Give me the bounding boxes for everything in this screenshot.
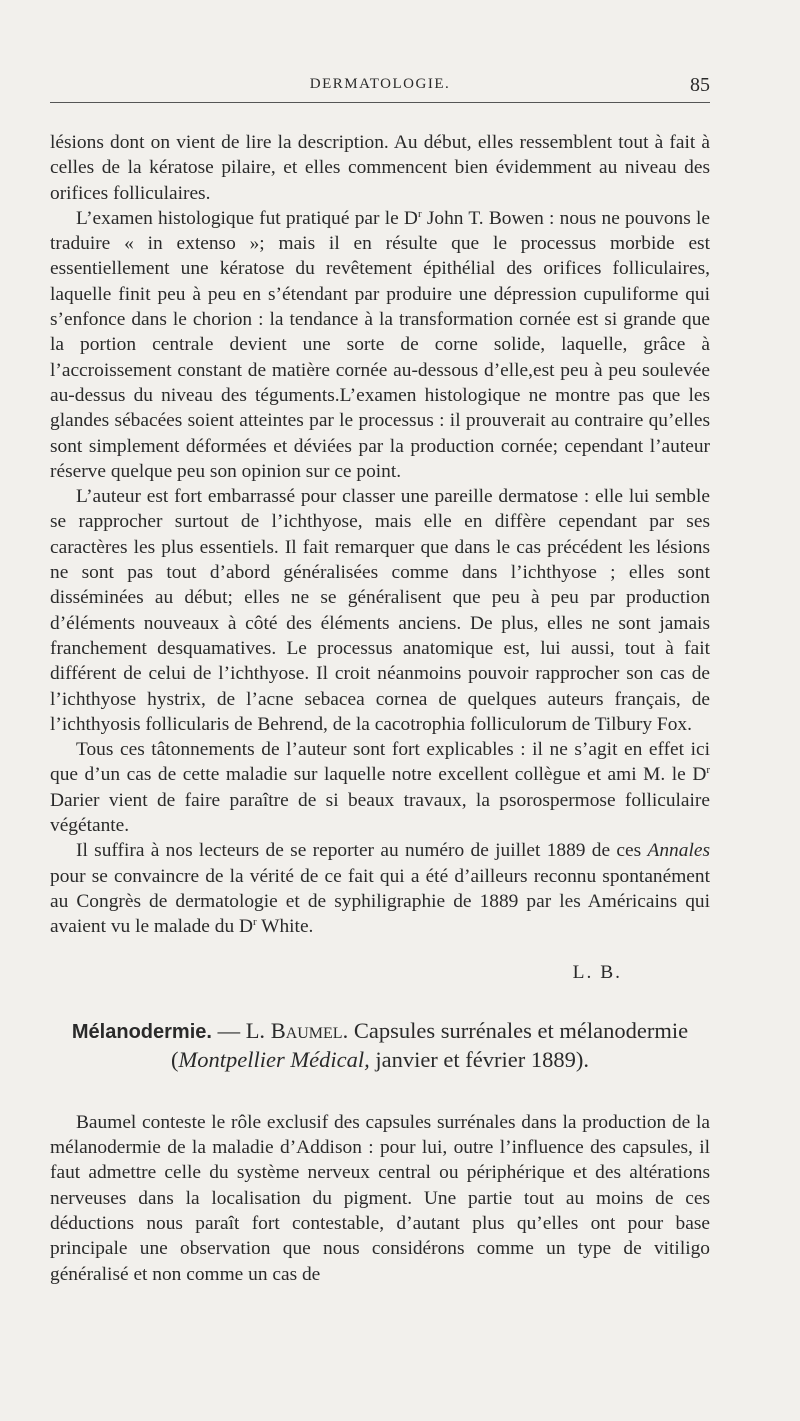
paragraph-2	[50, 206, 710, 484]
paragraph-1: lésions dont on vient de lire la description. Au début, elles ressemblent tout à fait à celles de la kératose pilaire, et elles commencent bien évidemment au niveau des orifices folliculaires.	[50, 132, 710, 204]
article-dash-author: — L.	[211, 1017, 271, 1043]
paragraph-5-text-c: White.	[256, 916, 314, 938]
article-title: . Capsules surrénales et mélanodermie	[342, 1017, 689, 1043]
doctor-abbrev-sup: r	[706, 764, 710, 777]
paragraph-2-text-a: L’examen histologique fut pratiqué par le D	[76, 207, 418, 229]
doctor-abbrev-sup: r	[417, 207, 422, 220]
article-keyword: Mélanodermie.	[71, 1020, 212, 1043]
paragraph-5	[50, 838, 710, 939]
article-source: Montpellier Médical,	[178, 1046, 370, 1072]
paragraph-5-text-b: pour se convaincre de la vérité de ce fait qui a été d’ailleurs reconnu spontanément au Congrès de dermatologie et de syphiligraphie de 1889 par les Américains qui avaient vu le malade du D	[50, 865, 710, 938]
paragraph-4-text-b: Darier vient de faire paraître de si beaux travaux, la psorospermose folliculaire végétante.	[50, 789, 710, 837]
body-text	[50, 130, 710, 1287]
article-heading	[50, 1017, 710, 1073]
paragraph-3: L’auteur est fort embarrassé pour classer une pareille dermatose : elle lui semble se rapprocher surtout de l’ichthyose, mais elle en diffère cependant par ses caractères les plus essentiels. Il fait remarquer que dans le cas précédent les lésions ne sont pas tout d’abord généralisées comme dans l’ichthyose ; elles sont disséminées au début; elles ne se généralisent que peu à peu par production d’éléments nouveaux à côté des éléments anciens. De plus, elles ne sont jamais franchement desquamatives. Le processus anatomique est, lui aussi, tout à fait différent de celui de l’ichthyose. Il croit néanmoins pouvoir rapprocher son cas de l’ichthyose hystrix, de l’acne sebacea cornea de quelques auteurs français, de l’ichthyosis follicularis de Behrend, de la cacotrophia folliculorum de Tilbury Fox.	[50, 486, 710, 735]
paragraph-4-text-a: Tous ces tâtonnements de l’auteur sont fort explicables : il ne s’agit en effet ici que d’un cas de cette maladie sur laquelle notre excellent collègue et ami M. le D	[50, 739, 710, 786]
doctor-abbrev-sup: r	[253, 916, 257, 929]
signature: L. B.	[572, 961, 622, 983]
journal-title-italic: Annales	[647, 840, 710, 862]
article-body: Baumel conteste le rôle exclusif des capsules surrénales dans la production de la mélanodermie de la maladie d’Addison : pour lui, outre l’influence des capsules, il faut admettre celle du système nerveux central ou périphérique et des altérations nerveuses dans la localisation du pigment. Une partie tout au moins de ces déductions nous paraît fort contestable, d’autant plus qu’elles ont pour base principale une observation que nous considérons comme un type de vitiligo généralisé et non comme un cas de	[50, 1111, 710, 1285]
paragraph-5-text-a: Il suffira à nos lecteurs de se reporter au numéro de juillet 1889 de ces	[76, 840, 648, 862]
article-open-paren: (	[171, 1046, 179, 1072]
page-number: 85	[690, 74, 710, 96]
paragraph-2-text-b: John T. Bowen : nous ne pouvons le traduire « in extenso »; mais il en résulte que le processus morbide est essentiellement une kératose du revêtement épithélial des orifices folliculaires, laquelle finit peu à peu en s’étendant par produire une dépression cupuliforme qui s’enfonce dans le chorion : la tendance à la transformation cornée est si grande que la portion centrale devient une sorte de corne solide, laquelle, grâce à l’accroissement constant de matière cornée au-dessous d’elle,est peu à peu soulevée au-dessus du niveau des téguments.L’examen histologique ne montre pas que les glandes sébacées soient atteintes par le processus : il prouverait au contraire qu’elles sont simplement déformées et déviées par la production cornée; cependant l’auteur réserve quelque peu son opinion sur ce point.	[50, 207, 710, 482]
paragraph-4	[50, 737, 710, 838]
running-head	[50, 76, 710, 103]
article-author: Baumel	[270, 1017, 343, 1043]
article-date: janvier et février 1889).	[369, 1046, 589, 1072]
running-title: DERMATOLOGIE.	[309, 76, 451, 92]
